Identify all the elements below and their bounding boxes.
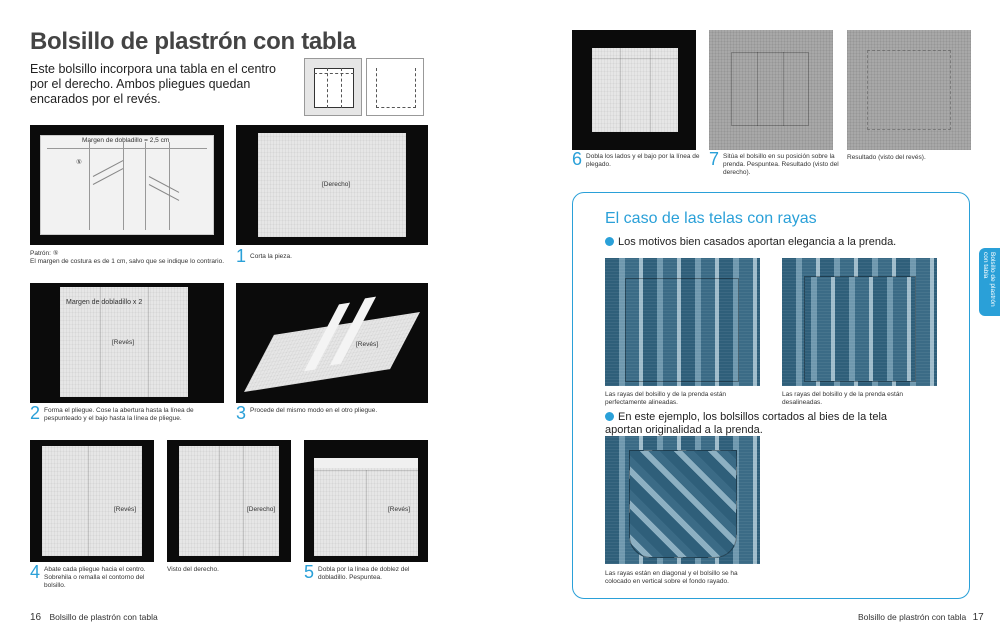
hem-margin-x2-label: Margen de dobladillo x 2 (66, 299, 143, 306)
misaligned-caption: Las rayas del bolsillo y de la prenda están desalineadas. (782, 391, 904, 406)
result-back-caption: Resultado (visto del revés). (847, 154, 926, 161)
pattern-caption-note: El margen de costura es de 1 cm, salvo que se indique lo contrario. (30, 258, 225, 265)
step-number: 1 (236, 246, 247, 266)
step-3 (236, 404, 426, 422)
pattern-photo (30, 125, 224, 245)
page-number: 17 (972, 612, 984, 623)
pattern-caption-title: Patrón: ⑤ (30, 250, 59, 257)
step-text: Corta la pieza. (250, 253, 292, 260)
footer-title: Bolsillo de plastrón con tabla (49, 612, 158, 622)
hem-margin-label: Margen de dobladillo = 2,5 cm (82, 137, 170, 144)
step-text: Forma el pliegue. Cose la abertura hasta la línea de pespunteado y el bajo hasta la línea de pliegue. (44, 407, 194, 422)
step-text: Dobla por la línea de doblez del dobladillo. Pespuntea. (318, 566, 410, 581)
pocket-diagram-back (366, 58, 424, 116)
step7-photo (709, 30, 833, 150)
result-back-photo (847, 30, 971, 150)
page-title: Bolsillo de plastrón con tabla (30, 28, 356, 55)
step-5 (304, 563, 428, 582)
step1-photo (236, 125, 428, 245)
right-footer (858, 612, 984, 623)
footer-title: Bolsillo de plastrón con tabla (858, 612, 967, 622)
side-tab-label: Bolsillo de plastrón con tabla (982, 252, 996, 307)
wrong-side-label: [Revés] (388, 506, 411, 513)
wrong-side-label: [Revés] (114, 506, 137, 513)
step6-photo (572, 30, 696, 150)
step2-photo (30, 283, 224, 403)
step-2 (30, 404, 230, 423)
step-text: Dobla los lados y el bajo por la línea de plegado. (586, 153, 700, 168)
bullet-bias (605, 411, 905, 437)
step-text: Procede del mismo modo en el otro pliegue. (250, 407, 378, 414)
right-side-label: [Derecho] (322, 181, 351, 188)
aligned-caption: Las rayas del bolsillo y de la prenda están perfectamente alineadas. (605, 391, 727, 406)
step4-photo (30, 440, 154, 562)
bullet-text: Los motivos bien casados aportan elegancia a la prenda. (618, 236, 897, 248)
step-number: 4 (30, 562, 41, 582)
diagonal-caption: Las rayas están en diagonal y el bolsillo se ha colocado en vertical sobre el fondo rayado. (605, 570, 738, 585)
step-1 (236, 247, 426, 265)
right-side-caption: Visto del derecho. (167, 566, 219, 573)
step-number: 3 (236, 403, 247, 423)
left-footer (30, 612, 158, 623)
step-number: 2 (30, 403, 41, 423)
step-number: 6 (572, 149, 583, 169)
step-number: 7 (709, 149, 720, 169)
step-number: 5 (304, 562, 315, 582)
step-text: Sitúa el bolsillo en su posición sobre la prenda. Pespuntea. Resultado (visto del derecho). (723, 153, 839, 176)
chapter-side-tab (979, 248, 1000, 316)
aligned-stripes-photo (605, 258, 760, 386)
step-text: Abate cada pliegue hacia el centro. Sobrehila o remalla el contorno del bolsillo. (44, 566, 146, 589)
bullet-aligned (605, 236, 896, 249)
step-7 (709, 150, 839, 177)
intro-text: Este bolsillo incorpora una tabla en el centro por el derecho. Ambos pliegues quedan encarados por el revés. (30, 62, 276, 106)
pattern-marker: ⑤ (76, 159, 82, 166)
step5-photo (304, 440, 428, 562)
right-side-label: [Derecho] (247, 506, 276, 513)
right-side-photo (167, 440, 291, 562)
bullet-text: En este ejemplo, los bolsillos cortados al bies de la tela aportan originalidad a la prenda. (605, 411, 888, 436)
step3-photo (236, 283, 428, 403)
misaligned-stripes-photo (782, 258, 937, 386)
wrong-side-label: [Revés] (356, 341, 379, 348)
page-number: 16 (30, 612, 42, 623)
bullet-dot (605, 412, 614, 421)
bullet-dot (605, 237, 614, 246)
wrong-side-label: [Revés] (112, 339, 135, 346)
pocket-diagram-front (304, 58, 362, 116)
diagonal-stripes-photo (605, 436, 760, 564)
panel-title: El caso de las telas con rayas (605, 210, 817, 227)
pattern-caption (30, 250, 230, 266)
step-6 (572, 150, 702, 169)
step-4 (30, 563, 160, 590)
